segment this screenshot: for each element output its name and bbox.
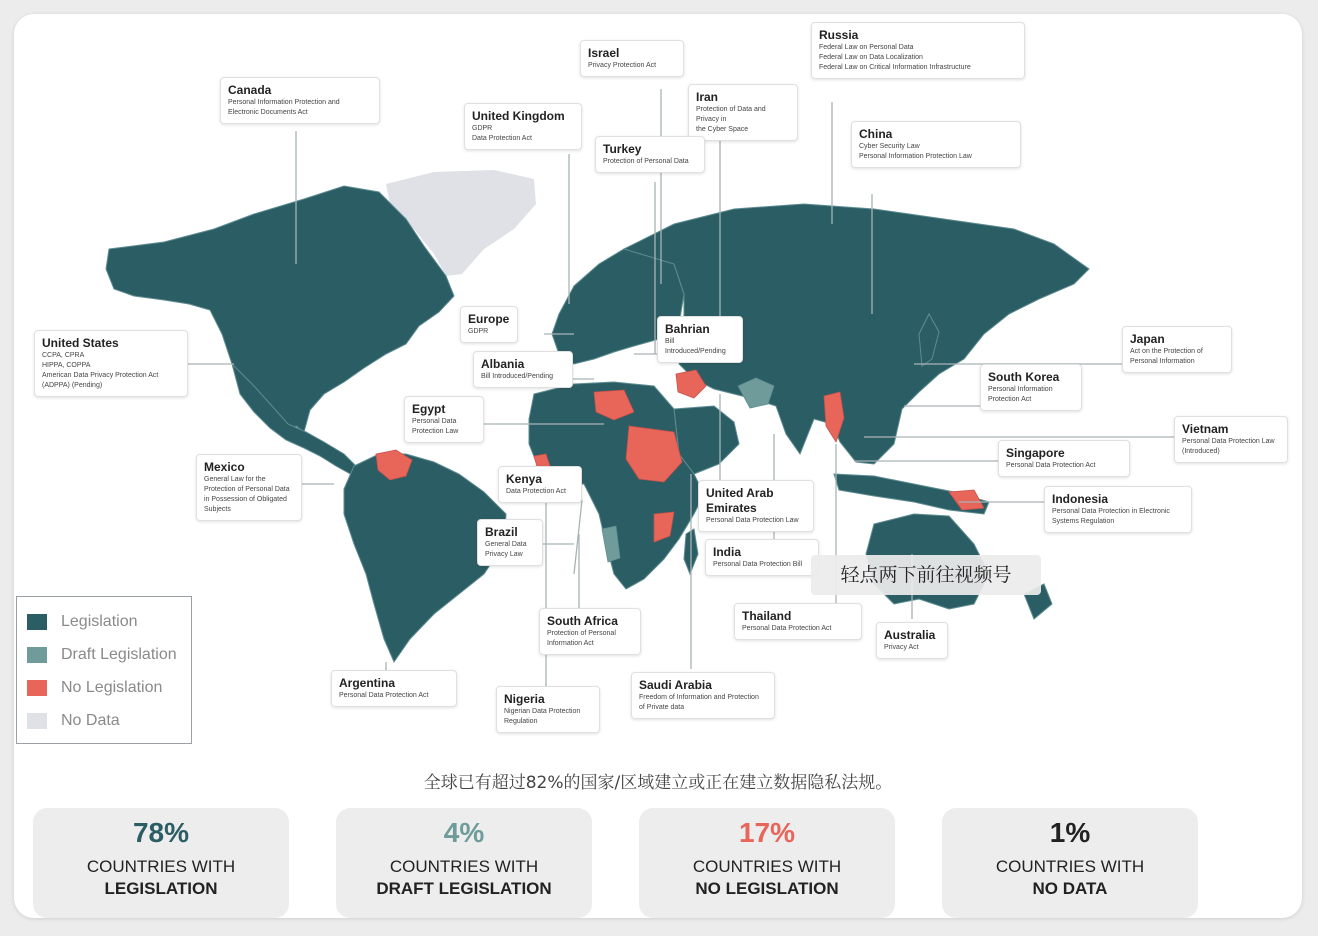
callout-desc: Protection of Personal Information Act	[547, 630, 616, 647]
callout-desc: Personal Data Protection in Electronic Systems Regulation	[1052, 508, 1170, 525]
callout-title: Iran	[696, 90, 719, 104]
callout-desc: Personal Data Protection Law	[706, 517, 799, 524]
stat-line2: DRAFT LEGISLATION	[376, 879, 552, 898]
callout-russia	[811, 22, 1025, 79]
legend-swatch	[27, 680, 47, 696]
callout-title: Kenya	[506, 472, 543, 486]
callout-desc: Personal Data Protection Act	[1006, 462, 1096, 469]
stat-line2: LEGISLATION	[104, 879, 218, 898]
legend-item-no-data	[27, 710, 120, 732]
callout-desc: Federal Law on Personal Data Federal Law on Data Localization Federal Law on Critical Information Infrastructure	[819, 44, 971, 71]
callout-desc: Personal Information Protection Act	[988, 386, 1053, 403]
callout-singapore	[998, 440, 1130, 477]
callout-desc: GDPR Data Protection Act	[472, 125, 532, 142]
callout-title: Indonesia	[1052, 492, 1109, 506]
callout-iran	[688, 84, 798, 141]
callout-title: United States	[42, 336, 119, 350]
callout-title: South Korea	[988, 370, 1060, 384]
callout-title: Russia	[819, 28, 859, 42]
callout-europe	[460, 306, 518, 343]
callout-title: Mexico	[204, 460, 245, 474]
callout-united-states	[34, 330, 188, 397]
summary-caption: 全球已有超过82%的国家/区域建立或正在建立数据隐私法规。	[423, 773, 893, 793]
callout-egypt	[404, 396, 484, 443]
callout-desc: Bill Introduced/Pending	[481, 373, 553, 380]
stat-line1: COUNTRIES WITH	[995, 857, 1145, 876]
callout-south-korea	[980, 364, 1082, 411]
callout-title: Thailand	[742, 609, 792, 623]
callout-china	[851, 121, 1021, 168]
callout-vietnam	[1174, 416, 1288, 463]
stat-line1: COUNTRIES WITH	[389, 857, 539, 876]
world-map	[14, 14, 1302, 774]
legend-label: No Data	[61, 712, 120, 729]
callout-title: Egypt	[412, 402, 446, 416]
callout-kenya	[498, 466, 582, 503]
stat-card-no-legislation	[639, 808, 895, 918]
callout-desc: Personal Data Protection Law (Introduced)	[1182, 438, 1275, 455]
callout-brazil	[477, 519, 543, 566]
callout-desc: GDPR	[468, 328, 489, 335]
callout-title: Canada	[228, 83, 272, 97]
callout-bahrian	[657, 316, 743, 363]
callout-desc: Cyber Security Law Personal Information Protection Law	[859, 143, 972, 160]
callout-title: Singapore	[1006, 446, 1065, 460]
callout-title: Saudi Arabia	[639, 678, 712, 692]
callout-title: Bahrian	[665, 322, 710, 336]
legend-swatch	[27, 647, 47, 663]
callout-japan	[1122, 326, 1232, 373]
callout-desc: Privacy Act	[884, 644, 919, 651]
legend-label: Legislation	[61, 613, 138, 630]
callout-india	[705, 539, 819, 576]
callout-desc: Personal Data Protection Act	[742, 625, 832, 632]
callout-desc: Personal Data Protection Bill	[713, 561, 803, 568]
callout-title: South Africa	[547, 614, 618, 628]
callout-argentina	[331, 670, 457, 707]
legend-swatch	[27, 614, 47, 630]
legend-item-draft-legislation	[27, 644, 177, 666]
callout-title: Israel	[588, 46, 620, 60]
legend-label: No Legislation	[61, 679, 163, 696]
callout-desc: Protection of Personal Data	[603, 158, 689, 165]
callout-desc: Personal Data Protection Act	[339, 692, 429, 699]
callout-desc: CCPA, CPRA HIPPA, COPPA American Data Privacy Protection Act (ADPPA) (Pending)	[42, 352, 159, 389]
callout-turkey	[595, 136, 705, 173]
callout-mexico	[196, 454, 302, 521]
callout-title: Nigeria	[504, 692, 545, 706]
callout-title: Japan	[1130, 332, 1165, 346]
stat-card-no-data	[942, 808, 1198, 918]
callout-albania	[473, 351, 573, 388]
callout-desc: Freedom of Information and Protection of Private data	[639, 694, 759, 711]
callout-desc: Data Protection Act	[506, 488, 566, 495]
stat-percent: 17%	[738, 817, 796, 848]
map-legend	[16, 596, 192, 744]
callout-desc: Protection of Data and Privacy in the Cyber Space	[696, 106, 766, 133]
callout-south-africa	[539, 608, 641, 655]
callout-title: India	[713, 545, 742, 559]
callout-desc: Personal Data Protection Law	[412, 418, 459, 435]
legend-label: Draft Legislation	[61, 646, 177, 663]
callout-title: United Arab Emirates	[706, 486, 774, 515]
legend-swatch	[27, 713, 47, 729]
callout-title: Europe	[468, 312, 510, 326]
callout-title: Argentina	[339, 676, 396, 690]
callout-australia	[876, 622, 948, 659]
callout-thailand	[734, 603, 862, 640]
callout-saudi-arabia	[631, 672, 775, 719]
callout-title: Albania	[481, 357, 525, 371]
callout-indonesia	[1044, 486, 1192, 533]
video-channel-toast[interactable]: 轻点两下前往视频号	[811, 555, 1041, 595]
callout-title: China	[859, 127, 893, 141]
callout-desc: Nigerian Data Protection Regulation	[504, 708, 581, 725]
callout-title: Vietnam	[1182, 422, 1229, 436]
callout-united-kingdom	[464, 103, 582, 150]
callout-title: Turkey	[603, 142, 642, 156]
callout-desc: General Law for the Protection of Personal Data in Possession of Obligated Subjects	[204, 476, 290, 513]
callout-title: Brazil	[485, 525, 518, 539]
stat-line1: COUNTRIES WITH	[692, 857, 842, 876]
stat-line1: COUNTRIES WITH	[86, 857, 236, 876]
stat-percent: 1%	[1049, 817, 1091, 848]
stat-card-legislation	[33, 808, 289, 918]
legend-item-no-legislation	[27, 677, 162, 699]
callout-desc: Personal Information Protection and Electronic Documents Act	[228, 99, 340, 116]
stat-percent: 78%	[132, 817, 190, 848]
stat-card-draft-legislation	[336, 808, 592, 918]
callout-title: United Kingdom	[472, 109, 565, 123]
callout-title: Australia	[884, 628, 936, 642]
stat-line2: NO DATA	[1032, 879, 1108, 898]
infographic-card	[14, 14, 1302, 918]
callout-united-arab-emirates	[698, 480, 814, 532]
callout-desc: Bill Introduced/Pending	[665, 338, 726, 355]
callout-israel	[580, 40, 684, 77]
stat-percent: 4%	[443, 817, 485, 848]
callout-nigeria	[496, 686, 600, 733]
stat-line2: NO LEGISLATION	[695, 879, 839, 898]
callout-desc: General Data Privacy Law	[485, 541, 527, 558]
callout-desc: Privacy Protection Act	[588, 62, 657, 69]
callout-canada	[220, 77, 380, 124]
callout-desc: Act on the Protection of Personal Information	[1130, 348, 1203, 365]
legend-item-legislation	[27, 611, 138, 633]
